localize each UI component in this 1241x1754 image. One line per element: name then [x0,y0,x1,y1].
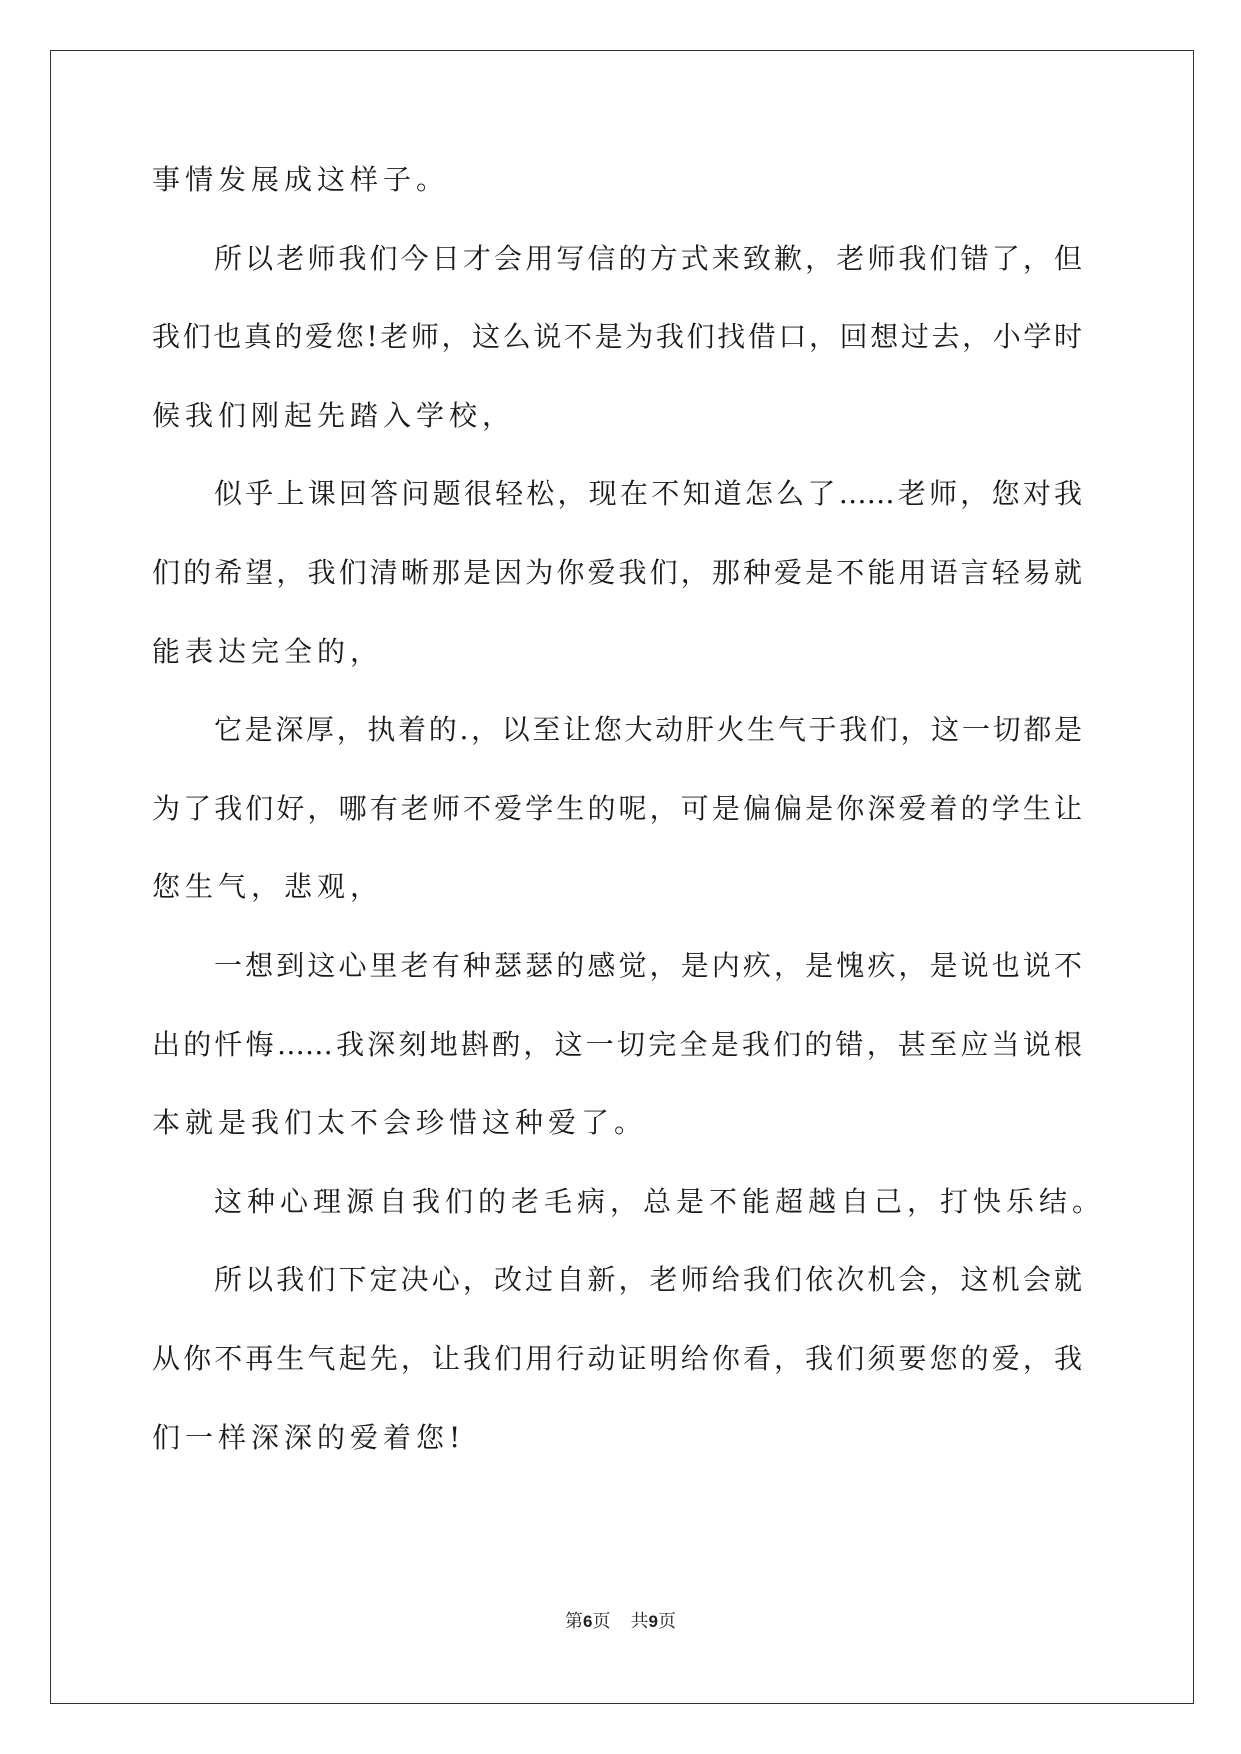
text-line: 我们也真的爱您!老师，这么说不是为我们找借口，回想过去，小学时 [152,320,1082,354]
text-line: 所以我们下定决心，改过自新，老师给我们依次机会，这机会就 [214,1263,1082,1297]
text-line: 它是深厚，执着的.，以至让您大动肝火生气于我们，这一切都是 [214,713,1082,747]
text-line: 们的希望，我们清晰那是因为你爱我们，那种爱是不能用语言轻易就 [152,556,1082,589]
text-line: 能表达完全的， [152,634,384,668]
text-line: 一想到这心里老有种瑟瑟的感觉，是内疚，是愧疚，是说也说不 [214,949,1082,982]
text-line: 本就是我们太不会珍惜这种爱了。 [152,1106,648,1140]
footer-page-suffix: 页 [592,1611,611,1632]
text-line: 似乎上课回答问题很轻松，现在不知道怎么了……老师，您对我 [214,477,1082,511]
text-line: 出的忏悔……我深刻地斟酌，这一切完全是我们的错，甚至应当说根 [152,1027,1082,1061]
footer-page-number: 6 [583,1612,593,1631]
footer-total-number: 9 [648,1612,658,1631]
text-line: 为了我们好，哪有老师不爱学生的呢，可是偏偏是你深爱着的学生让 [152,791,1082,825]
text-line: 候我们刚起先踏入学校， [152,398,516,432]
text-line: 所以老师我们今日才会用写信的方式来致歉，老师我们错了，但 [214,241,1082,275]
footer-page-prefix: 第 [565,1611,584,1632]
text-line: 事情发展成这样子。 [152,163,450,196]
text-line: 从你不再生气起先，让我们用行动证明给你看，我们须要您的爱，我 [152,1342,1082,1375]
text-line: 您生气，悲观， [152,870,384,904]
text-line: 这种心理源自我们的老毛病，总是不能超越自己，打快乐结。 [214,1184,1106,1218]
footer-total-suffix: 页 [657,1611,676,1632]
footer-total-prefix: 共 [630,1611,649,1632]
page-footer [0,1610,1241,1634]
text-line: 们一样深深的爱着您! [152,1420,466,1454]
